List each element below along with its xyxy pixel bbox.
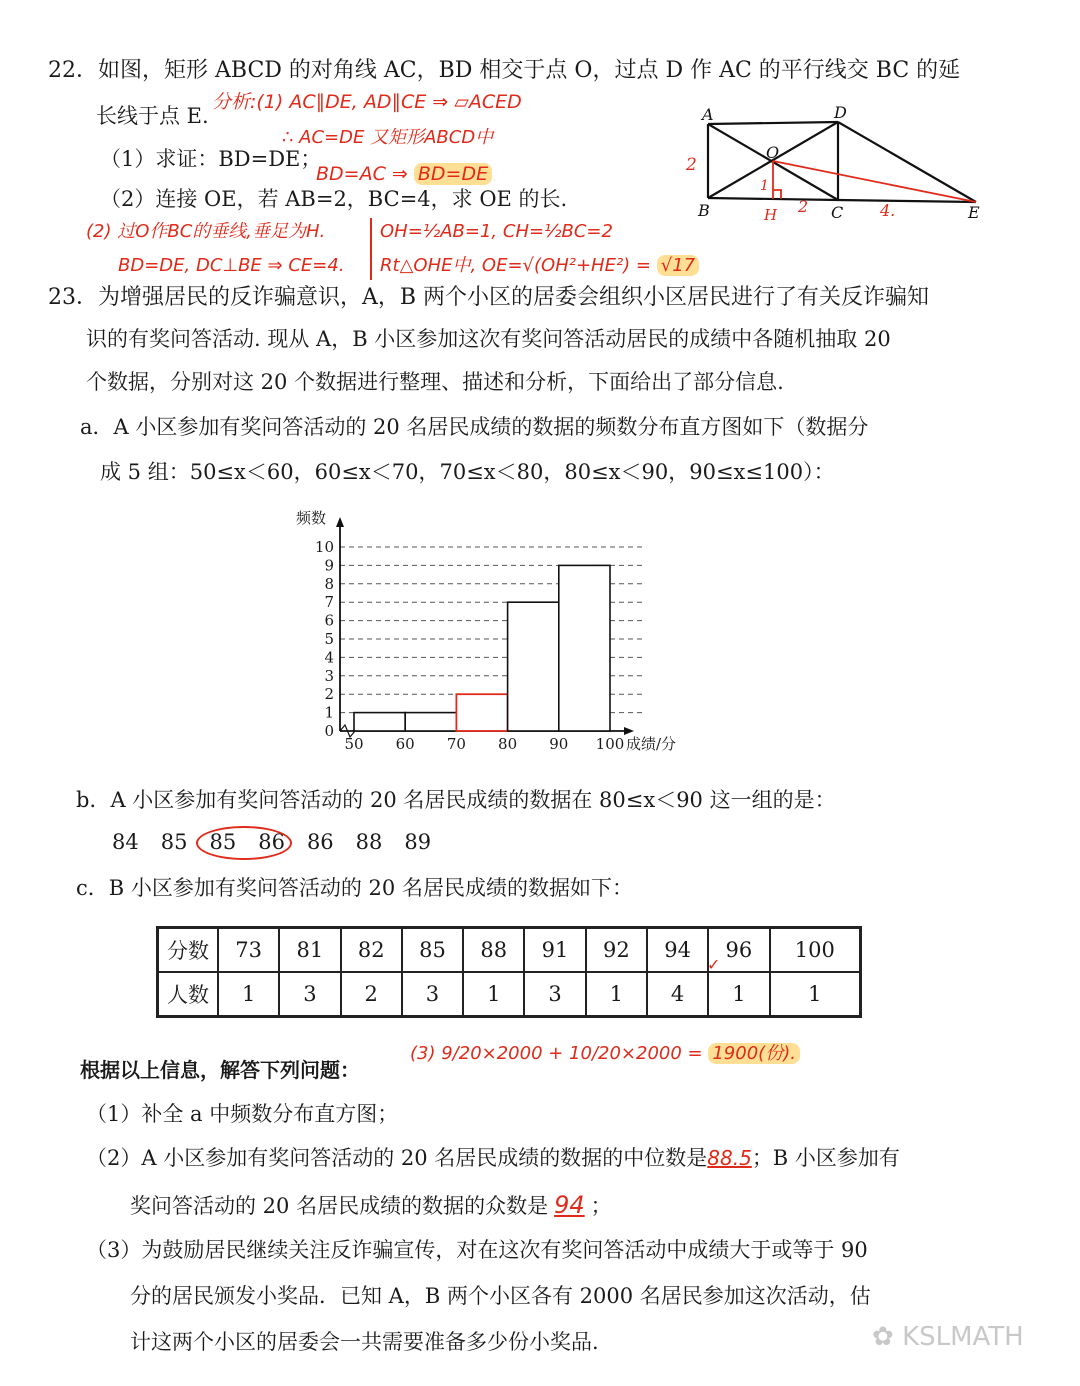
score-cell: 88 [463,928,524,973]
count-cell: 1 [708,972,769,1017]
hw-part3-answer: 1900(份). [708,1043,800,1064]
y-tick-label: 4 [324,648,334,667]
histogram-bar [456,694,507,731]
mark-ce-4: 4. [880,201,896,220]
label-e: E [968,203,980,222]
y-tick-label: 0 [324,722,334,740]
hw-analysis: 分析:(1) AC∥DE, AD∥CE ⇒ ▱ACED [212,91,522,113]
y-axis-arrow [336,517,344,527]
right-angle-mark [773,190,781,199]
count-cell: 4 [647,972,708,1017]
y-tick-label: 5 [324,630,334,648]
mark-hc-2: 2 [798,197,809,216]
hw-part3-calc: (3) 9/20×2000 + 10/20×2000 = 1900(份). [410,1044,800,1064]
x-axis-arrow [624,727,634,735]
hw-oh-ch: OH=½AB=1, CH=½BC=2 [380,221,613,242]
segment-ad [708,122,838,124]
x-tick-label: 100 [595,735,625,753]
score-cell: 73 [218,928,279,973]
score-cell: 91 [524,928,585,973]
histogram-bar [354,713,405,731]
score-cell: 96 [708,928,769,973]
histogram-bar [508,602,559,731]
hw-part2-line1: (2) 过O作BC的垂线,垂足为H. [86,221,326,242]
x-axis-label: 成绩/分 [626,735,677,753]
q23-sub1: （1）补全 a 中频数分布直方图； [86,1102,399,1126]
hw-check-mark: ✓ [707,955,721,974]
y-tick-label: 1 [324,703,334,722]
q23-sub3-line1: （3）为鼓励居民继续关注反诈骗宣传，对在这次有奖问答活动中成绩大于或等于 90 [86,1238,868,1262]
y-tick-label: 6 [324,611,334,630]
x-tick-label: 70 [446,735,466,753]
q23-sub3-line2: 分的居民颁发小奖品．已知 A，B 两个小区各有 2000 名居民参加这次活动，估 [130,1284,871,1308]
q23-c-line: c．B 小区参加有奖问答活动的 20 名居民成绩的数据如下： [76,876,633,900]
histogram-bar [559,565,610,731]
q23-a-line2: 成 5 组：50≤x＜60，60≤x＜70，70≤x＜80，80≤x＜90，90≤x≤100）： [100,460,835,484]
geometry-figure [680,100,1010,230]
hw-part2-line2: BD=DE, DC⊥BE ⇒ CE=4. [118,255,345,276]
y-tick-label: 2 [324,685,334,704]
count-cell: 3 [402,972,463,1017]
table-row-counts [158,972,861,1017]
q23-sub2-line1: （2）A 小区参加有奖问答活动的 20 名居民成绩的数据的中位数是88.5；B 小区参加有 [86,1146,900,1170]
hw-bd-de-highlight: BD=DE [414,163,492,185]
label-h: H [764,206,778,224]
q23-line1: 23．为增强居民的反诈骗意识，A，B 两个小区的居委会组织小区居民进行了有关反诈骗知 [48,285,930,310]
q23-a-line1: a．A 小区参加有奖问答活动的 20 名居民成绩的数据的频数分布直方图如下（数据分 [80,415,869,439]
mark-oh-1: 1 [760,178,769,194]
label-c: C [831,203,844,222]
table-row-scores [158,928,861,973]
x-tick-label: 60 [395,735,415,753]
y-tick-label: 9 [324,556,334,575]
count-cell: 2 [341,972,402,1017]
b-value: 88 [355,830,383,854]
count-cell: 1 [586,972,647,1017]
count-cell: 1 [770,972,861,1017]
b-value: 85 [209,830,237,854]
hw-answer-sqrt17: √17 [657,255,699,276]
b-value: 89 [404,830,432,854]
label-o: O [766,143,780,162]
frequency-histogram [290,505,710,755]
label-b: B [698,201,710,220]
x-tick-label: 50 [344,735,364,753]
histogram-bar [405,713,456,731]
watermark: ✿ KSLMATH [872,1322,1024,1352]
q23-ask: 根据以上信息，解答下列问题： [80,1058,360,1082]
b-value: 84 [112,830,139,854]
score-cell: 81 [279,928,340,973]
table-header-count: 人数 [158,972,219,1017]
table-header-score: 分数 [158,928,219,973]
b-value: 85 [160,830,188,854]
q22-line1: 22．如图，矩形 ABCD 的对角线 AC，BD 相交于点 O，过点 D 作 AC 的平行线交 BC 的延 [48,58,961,83]
q23-b-line: b．A 小区参加有奖问答活动的 20 名居民成绩的数据在 80≤x＜90 这一组的是： [76,788,836,812]
label-d: D [834,103,847,122]
q23-line3: 个数据，分别对这 20 个数据进行整理、描述和分析，下面给出了部分信息. [86,370,784,394]
score-cell: 92 [586,928,647,973]
q23-sub2-line2: 奖问答活动的 20 名居民成绩的数据的众数是 94 ； [130,1191,612,1219]
y-tick-label: 3 [324,666,334,685]
q22-part1: （1）求证：BD=DE； [100,147,322,171]
y-tick-label: 7 [324,593,334,612]
b-values-list [112,830,453,854]
count-cell: 3 [279,972,340,1017]
score-cell: 94 [647,928,708,973]
b-score-table [156,926,862,1018]
hw-circle-mark [196,826,292,860]
q23-sub3-line3: 计这两个小区的居委会一共需要准备多少份小奖品. [130,1330,599,1354]
hw-ac-de: ∴ AC=DE 又矩形ABCD中 [282,127,494,148]
segment-ce [838,200,976,202]
b-value: 86 [306,830,334,854]
segment-oe-red [773,161,976,202]
count-cell: 1 [463,972,524,1017]
score-cell: 82 [341,928,402,973]
score-cell: 100 [770,928,861,973]
y-tick-label: 10 [314,538,334,556]
x-tick-label: 90 [549,735,569,753]
hw-divider [370,218,372,280]
y-axis-label: 频数 [296,509,327,527]
q22-part2: （2）连接 OE，若 AB=2，BC=4，求 OE 的长. [100,187,568,211]
hw-mode-answer: 94 [554,1191,585,1219]
b-value: 86 [258,830,285,854]
score-cell: 85 [402,928,463,973]
label-a: A [702,105,714,124]
mark-ab-2: 2 [686,155,697,175]
segment-de [838,122,976,202]
hw-bd-ac: BD=AC ⇒ BD=DE [316,164,492,185]
hw-median-answer: 88.5 [707,1146,752,1170]
y-tick-label: 8 [324,574,334,593]
count-cell: 1 [218,972,279,1017]
q23-line2: 识的有奖问答活动. 现从 A，B 小区参加这次有奖问答活动居民的成绩中各随机抽取 20 [86,327,891,351]
count-cell: 3 [524,972,585,1017]
hw-rt-triangle: Rt△OHE中, OE=√(OH²+HE²) = √17 [380,256,699,276]
x-tick-label: 80 [498,735,518,753]
q22-line2: 长线于点 E. [96,104,209,128]
